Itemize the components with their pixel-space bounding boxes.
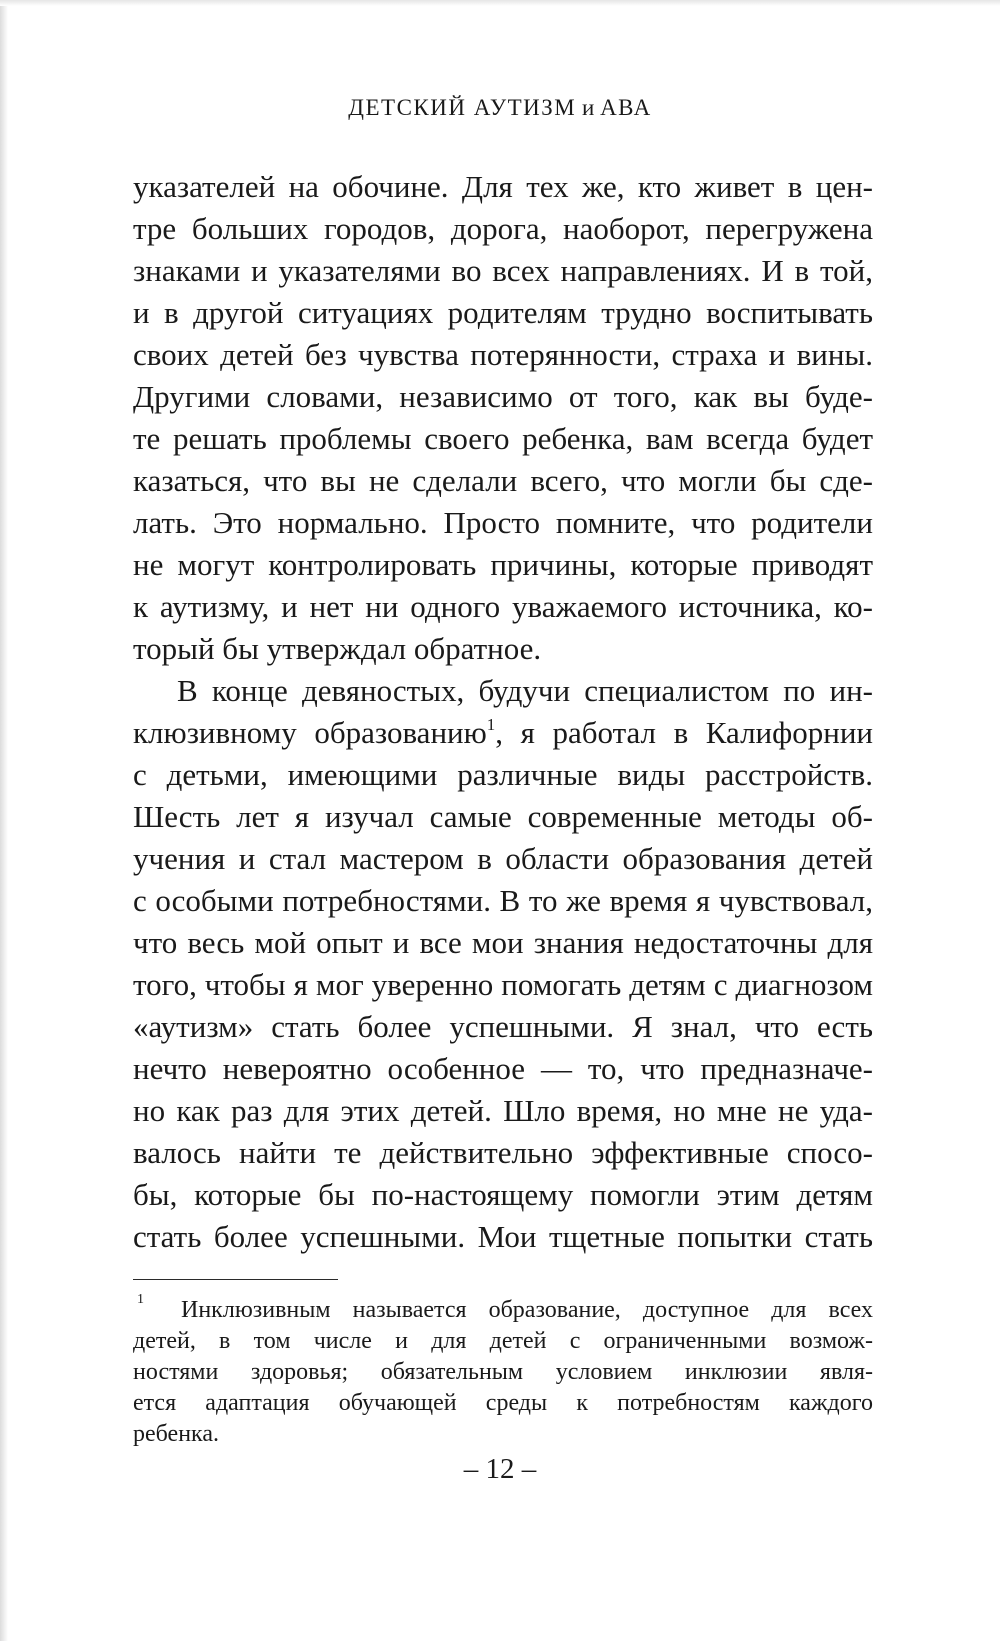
- text-line: нечто невероятно особенное — то, что предназначе-: [133, 1051, 873, 1086]
- text-line: знаками и указателями во всех направлениях. И в той,: [133, 253, 873, 288]
- text-line: тре больших городов, дорога, наоборот, перегружена: [133, 211, 873, 246]
- footnote-line: ностями здоровья; обязательным условием инклюзии явля-: [133, 1359, 873, 1385]
- running-title-part2: АВА: [600, 95, 652, 120]
- text-line: того, чтобы я мог уверенно помогать детям с диагнозом: [133, 967, 873, 1002]
- text-fragment: клюзивному образованию: [133, 715, 487, 750]
- text-line: лать. Это нормально. Просто помните, что родители: [133, 505, 873, 540]
- running-title-conjunction: и: [576, 95, 601, 120]
- text-line: казаться, что вы не сделали всего, что могли бы сде-: [133, 463, 873, 498]
- text-line: те решать проблемы своего ребенка, вам всегда будет: [133, 421, 873, 456]
- footnote-reference[interactable]: 1: [486, 715, 496, 734]
- footnote-mark: 1: [137, 1292, 144, 1307]
- footnote-line: ется адаптация обучающей среды к потребностям каждого: [133, 1390, 873, 1416]
- text-line: учения и стал мастером в области образования детей: [133, 841, 873, 876]
- page-number: – 12 –: [463, 1453, 537, 1485]
- main-text: [133, 166, 873, 1258]
- text-line: своих детей без чувства потерянности, страха и вины.: [133, 337, 873, 372]
- running-header: [0, 96, 1000, 119]
- scan-shadow-top: [0, 0, 1000, 6]
- text-line: не могут контролировать причины, которые приводят: [133, 547, 873, 582]
- footnote-body: [133, 1295, 873, 1450]
- text-line: но как раз для этих детей. Шло время, но мне не уда-: [133, 1093, 873, 1128]
- text-line: торый бы утверждал обратное.: [133, 631, 542, 666]
- running-title-part1: ДЕТСКИЙ АУТИЗМ: [348, 95, 577, 120]
- text-line: бы, которые бы по-настоящему помогли этим детям: [133, 1177, 873, 1212]
- footnote-line: ребенка.: [133, 1421, 219, 1447]
- text-line: с особыми потребностями. В то же время я чувствовал,: [133, 883, 873, 918]
- text-line: с детьми, имеющими различные виды расстройств.: [133, 757, 873, 792]
- text-line: и в другой ситуациях родителям трудно воспитывать: [133, 295, 873, 330]
- text-line: к аутизму, и нет ни одного уважаемого источника, ко-: [133, 589, 873, 624]
- text-line: указателей на обочине. Для тех же, кто живет в цен-: [133, 169, 873, 204]
- text-fragment: , я работал в Калифорнии: [495, 715, 873, 750]
- text-line-with-footnote: [133, 712, 873, 754]
- text-line: валось найти те действительно эффективные спосо-: [133, 1135, 873, 1170]
- text-line: Другими словами, независимо от того, как вы буде-: [133, 379, 873, 414]
- text-line: «аутизм» стать более успешными. Я знал, что есть: [133, 1009, 873, 1044]
- footnote-divider: [133, 1279, 338, 1280]
- text-line: стать более успешными. Мои тщетные попытки стать: [133, 1219, 873, 1254]
- scan-shadow-left: [0, 0, 8, 1641]
- text-line: В конце девяностых, будучи специалистом по ин-: [177, 673, 873, 708]
- text-line: что весь мой опыт и все мои знания недостаточны для: [133, 925, 873, 960]
- footnote: [133, 1292, 873, 1450]
- text-line: Шесть лет я изучал самые современные методы об-: [133, 799, 873, 834]
- footnote-line: детей, в том числе и для детей с ограниченными возмож-: [133, 1328, 873, 1354]
- footnote-line: Инклюзивным называется образование, доступное для всех: [181, 1297, 873, 1323]
